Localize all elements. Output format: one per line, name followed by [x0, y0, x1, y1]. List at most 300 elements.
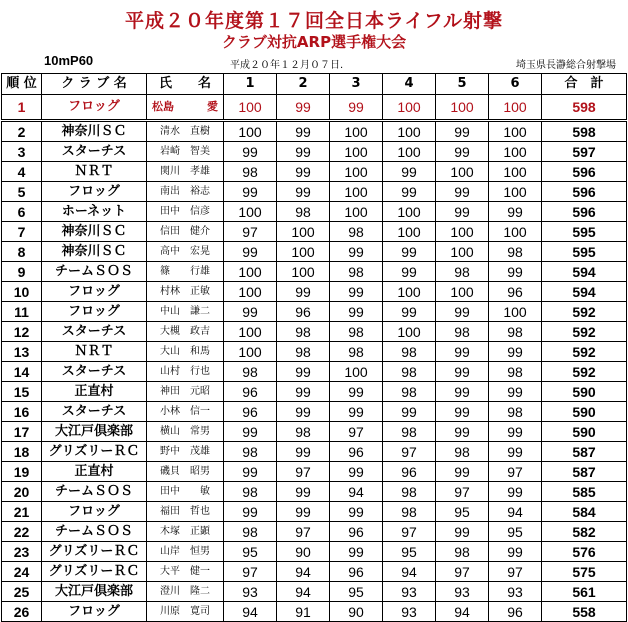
rank-cell: 3: [2, 142, 42, 162]
name-cell: 野中 茂雄: [147, 442, 224, 462]
rank-cell: 25: [2, 582, 42, 602]
series-6-cell: 98: [489, 362, 542, 382]
header-total: 合 計: [542, 74, 627, 95]
name-cell: 山村 行也: [147, 362, 224, 382]
table-row: [2, 462, 627, 482]
name-cell: 小林 信一: [147, 402, 224, 422]
header-rank: 順 位: [2, 74, 42, 95]
name-cell: 木塚 正顕: [147, 522, 224, 542]
series-2-cell: 98: [277, 322, 330, 342]
rank-cell: 11: [2, 302, 42, 322]
series-5-cell: 99: [436, 202, 489, 222]
total-cell: 595: [542, 222, 627, 242]
series-1-cell: 100: [224, 121, 277, 142]
name-cell: 松島 愛: [147, 95, 224, 121]
header-club: ク ラ ブ 名: [42, 74, 147, 95]
table-row: [2, 582, 627, 602]
total-cell: 561: [542, 582, 627, 602]
club-cell: 大江戸倶楽部: [42, 582, 147, 602]
total-cell: 558: [542, 602, 627, 622]
series-3-cell: 99: [330, 542, 383, 562]
series-6-cell: 100: [489, 121, 542, 142]
rank-cell: 2: [2, 121, 42, 142]
total-cell: 592: [542, 342, 627, 362]
rank-cell: 26: [2, 602, 42, 622]
series-1-cell: 100: [224, 202, 277, 222]
series-5-cell: 99: [436, 362, 489, 382]
club-cell: ＮＲＴ: [42, 162, 147, 182]
series-5-cell: 100: [436, 95, 489, 121]
rank-cell: 19: [2, 462, 42, 482]
total-cell: 587: [542, 442, 627, 462]
series-6-cell: 98: [489, 322, 542, 342]
total-cell: 585: [542, 482, 627, 502]
series-1-cell: 98: [224, 522, 277, 542]
series-2-cell: 99: [277, 502, 330, 522]
total-cell: 590: [542, 422, 627, 442]
series-1-cell: 93: [224, 582, 277, 602]
series-1-cell: 95: [224, 542, 277, 562]
club-cell: ホーネット: [42, 202, 147, 222]
rank-cell: 1: [2, 95, 42, 121]
header-series-1: 1: [224, 74, 277, 95]
rank-cell: 14: [2, 362, 42, 382]
header-series-5: 5: [436, 74, 489, 95]
series-4-cell: 97: [383, 442, 436, 462]
series-4-cell: 98: [383, 342, 436, 362]
series-5-cell: 99: [436, 462, 489, 482]
series-6-cell: 99: [489, 542, 542, 562]
club-cell: グリズリーＲＣ: [42, 542, 147, 562]
series-4-cell: 98: [383, 422, 436, 442]
name-cell: 山岸 恒男: [147, 542, 224, 562]
series-6-cell: 93: [489, 582, 542, 602]
rank-cell: 21: [2, 502, 42, 522]
series-6-cell: 98: [489, 242, 542, 262]
total-cell: 582: [542, 522, 627, 542]
venue-label: 埼玉県長瀞総合射撃場: [516, 60, 616, 71]
series-2-cell: 90: [277, 542, 330, 562]
table-row: [2, 482, 627, 502]
series-6-cell: 96: [489, 602, 542, 622]
total-cell: 596: [542, 202, 627, 222]
table-row: [2, 202, 627, 222]
series-3-cell: 94: [330, 482, 383, 502]
name-cell: 関川 孝雄: [147, 162, 224, 182]
table-row: [2, 442, 627, 462]
name-cell: 大山 和馬: [147, 342, 224, 362]
name-cell: 大槻 政吉: [147, 322, 224, 342]
series-2-cell: 99: [277, 282, 330, 302]
series-4-cell: 99: [383, 182, 436, 202]
results-table: [1, 73, 627, 622]
series-3-cell: 100: [330, 162, 383, 182]
table-row: [2, 142, 627, 162]
club-cell: フロッグ: [42, 282, 147, 302]
series-5-cell: 99: [436, 382, 489, 402]
series-6-cell: 95: [489, 522, 542, 542]
series-1-cell: 97: [224, 222, 277, 242]
series-6-cell: 100: [489, 222, 542, 242]
table-row: [2, 362, 627, 382]
series-1-cell: 96: [224, 382, 277, 402]
date-label: 平成２０年１２月０７日.: [230, 60, 344, 71]
series-5-cell: 99: [436, 422, 489, 442]
series-5-cell: 98: [436, 542, 489, 562]
table-row: [2, 542, 627, 562]
table-row: [2, 242, 627, 262]
name-cell: 神田 元昭: [147, 382, 224, 402]
series-4-cell: 93: [383, 582, 436, 602]
series-5-cell: 98: [436, 322, 489, 342]
series-6-cell: 99: [489, 422, 542, 442]
name-cell: 磯貝 昭男: [147, 462, 224, 482]
name-cell: 川原 寛司: [147, 602, 224, 622]
table-row: [2, 322, 627, 342]
series-1-cell: 100: [224, 322, 277, 342]
series-1-cell: 96: [224, 402, 277, 422]
name-cell: 大平 健一: [147, 562, 224, 582]
series-5-cell: 99: [436, 182, 489, 202]
series-4-cell: 93: [383, 602, 436, 622]
rank-cell: 24: [2, 562, 42, 582]
series-2-cell: 99: [277, 362, 330, 382]
series-3-cell: 100: [330, 121, 383, 142]
series-5-cell: 97: [436, 482, 489, 502]
name-cell: 田中 信彦: [147, 202, 224, 222]
total-cell: 584: [542, 502, 627, 522]
club-cell: グリズリーＲＣ: [42, 562, 147, 582]
name-cell: 高中 宏晃: [147, 242, 224, 262]
series-3-cell: 95: [330, 582, 383, 602]
series-4-cell: 98: [383, 362, 436, 382]
series-4-cell: 98: [383, 382, 436, 402]
club-cell: チームＳＯＳ: [42, 262, 147, 282]
series-5-cell: 99: [436, 302, 489, 322]
series-2-cell: 97: [277, 522, 330, 542]
total-cell: 594: [542, 262, 627, 282]
series-1-cell: 98: [224, 442, 277, 462]
series-3-cell: 96: [330, 562, 383, 582]
series-4-cell: 96: [383, 462, 436, 482]
series-1-cell: 100: [224, 282, 277, 302]
table-row: [2, 162, 627, 182]
series-5-cell: 94: [436, 602, 489, 622]
series-4-cell: 100: [383, 282, 436, 302]
series-3-cell: 100: [330, 202, 383, 222]
rank-cell: 10: [2, 282, 42, 302]
series-5-cell: 99: [436, 402, 489, 422]
club-cell: ＮＲＴ: [42, 342, 147, 362]
series-4-cell: 94: [383, 562, 436, 582]
club-cell: フロッグ: [42, 302, 147, 322]
series-2-cell: 97: [277, 462, 330, 482]
series-2-cell: 99: [277, 182, 330, 202]
series-6-cell: 99: [489, 482, 542, 502]
series-2-cell: 99: [277, 121, 330, 142]
club-cell: フロッグ: [42, 502, 147, 522]
series-3-cell: 98: [330, 262, 383, 282]
table-row: [2, 382, 627, 402]
club-cell: チームＳＯＳ: [42, 482, 147, 502]
series-2-cell: 94: [277, 562, 330, 582]
total-cell: 587: [542, 462, 627, 482]
series-6-cell: 99: [489, 342, 542, 362]
series-5-cell: 95: [436, 502, 489, 522]
rank-cell: 5: [2, 182, 42, 202]
table-row: [2, 402, 627, 422]
table-row: [2, 182, 627, 202]
name-cell: 中山 謙二: [147, 302, 224, 322]
series-4-cell: 98: [383, 482, 436, 502]
total-cell: 592: [542, 302, 627, 322]
series-6-cell: 100: [489, 142, 542, 162]
series-4-cell: 100: [383, 202, 436, 222]
series-1-cell: 99: [224, 462, 277, 482]
name-cell: 南出 裕志: [147, 182, 224, 202]
results-body: [2, 95, 627, 622]
table-row: [2, 522, 627, 542]
series-5-cell: 100: [436, 162, 489, 182]
table-row: [2, 342, 627, 362]
series-1-cell: 98: [224, 162, 277, 182]
club-cell: スターチス: [42, 402, 147, 422]
series-4-cell: 99: [383, 162, 436, 182]
series-4-cell: 95: [383, 542, 436, 562]
series-3-cell: 99: [330, 282, 383, 302]
club-cell: グリズリーＲＣ: [42, 442, 147, 462]
series-5-cell: 99: [436, 121, 489, 142]
series-1-cell: 98: [224, 362, 277, 382]
series-6-cell: 99: [489, 202, 542, 222]
series-4-cell: 100: [383, 142, 436, 162]
rank-cell: 6: [2, 202, 42, 222]
series-6-cell: 97: [489, 462, 542, 482]
table-row: [2, 222, 627, 242]
series-6-cell: 100: [489, 162, 542, 182]
series-3-cell: 98: [330, 342, 383, 362]
rank-cell: 9: [2, 262, 42, 282]
club-cell: スターチス: [42, 142, 147, 162]
series-6-cell: 99: [489, 442, 542, 462]
series-3-cell: 100: [330, 362, 383, 382]
series-4-cell: 99: [383, 402, 436, 422]
series-2-cell: 99: [277, 142, 330, 162]
name-cell: 福田 哲也: [147, 502, 224, 522]
rank-cell: 4: [2, 162, 42, 182]
series-6-cell: 99: [489, 262, 542, 282]
series-2-cell: 99: [277, 162, 330, 182]
series-3-cell: 99: [330, 95, 383, 121]
series-6-cell: 100: [489, 302, 542, 322]
series-2-cell: 94: [277, 582, 330, 602]
series-5-cell: 97: [436, 562, 489, 582]
series-1-cell: 94: [224, 602, 277, 622]
total-cell: 590: [542, 402, 627, 422]
header-name: 氏 名: [147, 74, 224, 95]
series-2-cell: 99: [277, 482, 330, 502]
name-cell: 横山 常男: [147, 422, 224, 442]
series-3-cell: 98: [330, 322, 383, 342]
series-1-cell: 100: [224, 95, 277, 121]
series-2-cell: 99: [277, 95, 330, 121]
total-cell: 594: [542, 282, 627, 302]
series-3-cell: 96: [330, 522, 383, 542]
series-3-cell: 99: [330, 462, 383, 482]
table-row: [2, 562, 627, 582]
series-3-cell: 96: [330, 442, 383, 462]
rank-cell: 13: [2, 342, 42, 362]
series-6-cell: 98: [489, 402, 542, 422]
series-4-cell: 100: [383, 322, 436, 342]
series-2-cell: 99: [277, 402, 330, 422]
series-2-cell: 100: [277, 242, 330, 262]
rank-cell: 17: [2, 422, 42, 442]
series-4-cell: 100: [383, 121, 436, 142]
series-6-cell: 97: [489, 562, 542, 582]
club-cell: 正直村: [42, 462, 147, 482]
series-4-cell: 99: [383, 262, 436, 282]
rank-cell: 16: [2, 402, 42, 422]
series-2-cell: 98: [277, 422, 330, 442]
series-4-cell: 98: [383, 502, 436, 522]
series-1-cell: 100: [224, 342, 277, 362]
total-cell: 597: [542, 142, 627, 162]
total-cell: 576: [542, 542, 627, 562]
total-cell: 596: [542, 162, 627, 182]
series-2-cell: 96: [277, 302, 330, 322]
total-cell: 575: [542, 562, 627, 582]
table-row: [2, 282, 627, 302]
total-cell: 590: [542, 382, 627, 402]
series-2-cell: 100: [277, 262, 330, 282]
table-row: [2, 502, 627, 522]
series-5-cell: 100: [436, 242, 489, 262]
name-cell: 澄川 隆二: [147, 582, 224, 602]
series-1-cell: 100: [224, 262, 277, 282]
series-6-cell: 94: [489, 502, 542, 522]
event-label: 10mP60: [44, 53, 94, 68]
total-cell: 592: [542, 362, 627, 382]
series-6-cell: 100: [489, 95, 542, 121]
series-1-cell: 99: [224, 182, 277, 202]
series-5-cell: 100: [436, 282, 489, 302]
series-5-cell: 100: [436, 222, 489, 242]
series-1-cell: 99: [224, 302, 277, 322]
total-cell: 598: [542, 121, 627, 142]
series-5-cell: 99: [436, 522, 489, 542]
rank-cell: 7: [2, 222, 42, 242]
series-1-cell: 99: [224, 422, 277, 442]
series-5-cell: 99: [436, 342, 489, 362]
page-subtitle: クラブ対抗ARP選手権大会: [221, 33, 407, 51]
series-3-cell: 98: [330, 222, 383, 242]
series-3-cell: 99: [330, 402, 383, 422]
series-6-cell: 99: [489, 382, 542, 402]
table-row: [2, 95, 627, 121]
series-2-cell: 98: [277, 342, 330, 362]
series-4-cell: 100: [383, 222, 436, 242]
series-2-cell: 98: [277, 202, 330, 222]
name-cell: 篠 行雄: [147, 262, 224, 282]
series-4-cell: 97: [383, 522, 436, 542]
total-cell: 598: [542, 95, 627, 121]
series-3-cell: 99: [330, 302, 383, 322]
series-1-cell: 99: [224, 142, 277, 162]
name-cell: 岩崎 智美: [147, 142, 224, 162]
series-3-cell: 99: [330, 502, 383, 522]
series-3-cell: 90: [330, 602, 383, 622]
header-series-2: 2: [277, 74, 330, 95]
series-4-cell: 100: [383, 95, 436, 121]
table-row: [2, 422, 627, 442]
series-3-cell: 99: [330, 242, 383, 262]
name-cell: 田中 敏: [147, 482, 224, 502]
table-row: [2, 121, 627, 142]
club-cell: スターチス: [42, 322, 147, 342]
series-3-cell: 100: [330, 182, 383, 202]
club-cell: フロッグ: [42, 182, 147, 202]
series-5-cell: 98: [436, 262, 489, 282]
series-1-cell: 97: [224, 562, 277, 582]
series-3-cell: 99: [330, 382, 383, 402]
series-2-cell: 100: [277, 222, 330, 242]
table-row: [2, 262, 627, 282]
series-2-cell: 99: [277, 382, 330, 402]
name-cell: 信田 健介: [147, 222, 224, 242]
header-series-4: 4: [383, 74, 436, 95]
club-cell: 神奈川ＳＣ: [42, 121, 147, 142]
series-6-cell: 100: [489, 182, 542, 202]
series-3-cell: 100: [330, 142, 383, 162]
rank-cell: 12: [2, 322, 42, 342]
club-cell: 大江戸倶楽部: [42, 422, 147, 442]
page-title: 平成２０年度第１７回全日本ライフル射撃: [124, 10, 504, 32]
name-cell: 清水 直樹: [147, 121, 224, 142]
rank-cell: 15: [2, 382, 42, 402]
club-cell: フロッグ: [42, 95, 147, 121]
header-series-3: 3: [330, 74, 383, 95]
table-header-row: [2, 74, 627, 95]
series-1-cell: 98: [224, 482, 277, 502]
name-cell: 村林 正敏: [147, 282, 224, 302]
series-5-cell: 98: [436, 442, 489, 462]
club-cell: 神奈川ＳＣ: [42, 222, 147, 242]
series-4-cell: 99: [383, 302, 436, 322]
table-row: [2, 302, 627, 322]
club-cell: スターチス: [42, 362, 147, 382]
total-cell: 595: [542, 242, 627, 262]
rank-cell: 18: [2, 442, 42, 462]
series-1-cell: 99: [224, 502, 277, 522]
rank-cell: 20: [2, 482, 42, 502]
club-cell: フロッグ: [42, 602, 147, 622]
club-cell: 正直村: [42, 382, 147, 402]
rank-cell: 23: [2, 542, 42, 562]
club-cell: 神奈川ＳＣ: [42, 242, 147, 262]
rank-cell: 22: [2, 522, 42, 542]
header-series-6: 6: [489, 74, 542, 95]
series-1-cell: 99: [224, 242, 277, 262]
series-6-cell: 96: [489, 282, 542, 302]
rank-cell: 8: [2, 242, 42, 262]
total-cell: 592: [542, 322, 627, 342]
series-3-cell: 97: [330, 422, 383, 442]
series-4-cell: 99: [383, 242, 436, 262]
series-2-cell: 91: [277, 602, 330, 622]
total-cell: 596: [542, 182, 627, 202]
series-5-cell: 99: [436, 142, 489, 162]
